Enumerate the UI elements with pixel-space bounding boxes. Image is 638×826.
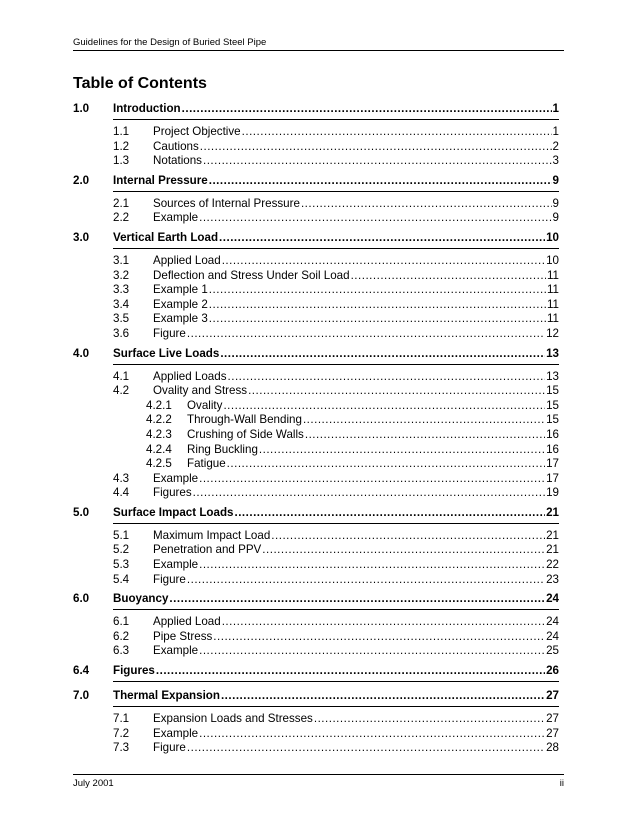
dot-leader	[221, 687, 545, 704]
entry-number: 3.4	[113, 297, 130, 311]
toc-subsection-entry[interactable]	[73, 529, 559, 544]
entry-title[interactable]: Crushing of Side Walls	[187, 427, 304, 441]
entry-page-number: 17	[546, 457, 559, 471]
toc-subsection-entry[interactable]	[73, 140, 559, 155]
toc-subsection-entry[interactable]	[73, 573, 559, 588]
running-title: Guidelines for the Design of Buried Steel Pipe	[73, 37, 267, 48]
dot-leader	[193, 486, 545, 501]
toc-section	[73, 504, 559, 587]
page-number: ii	[559, 778, 564, 789]
entry-page-number: 10	[546, 230, 559, 244]
toc-subsection-list	[73, 254, 559, 342]
dot-leader	[220, 345, 545, 362]
entry-title[interactable]: Ring Buckling	[187, 442, 258, 456]
toc-subsection-entry[interactable]	[73, 486, 559, 501]
entry-number: 4.2.2	[146, 413, 172, 427]
entry-title[interactable]: Figure	[153, 741, 186, 755]
entry-number: 2.1	[113, 196, 130, 210]
dot-leader	[199, 644, 545, 659]
page-footer	[73, 774, 564, 789]
entry-number: 2.2	[113, 211, 130, 225]
toc-section	[73, 345, 559, 501]
toc-section	[73, 687, 559, 756]
entry-title[interactable]: Example	[153, 211, 199, 225]
toc-section	[73, 590, 559, 659]
dot-leader	[169, 590, 545, 607]
section-rule	[113, 119, 559, 120]
toc-subsection-entry[interactable]	[73, 543, 559, 558]
dot-leader	[199, 211, 551, 226]
running-header	[73, 37, 564, 51]
entry-number: 4.1	[113, 369, 130, 383]
entry-number: 5.4	[113, 572, 130, 586]
entry-title[interactable]: Penetration and PPV	[153, 543, 262, 557]
dot-leader	[222, 615, 545, 630]
dot-leader	[209, 172, 552, 189]
toc-section-heading[interactable]	[73, 504, 559, 521]
dot-leader	[187, 573, 545, 588]
dot-leader	[156, 662, 545, 679]
entry-title[interactable]: Maximum Impact Load	[153, 528, 271, 542]
section-rule	[113, 248, 559, 249]
dot-leader	[314, 712, 545, 727]
entry-number: 3.1	[113, 253, 130, 267]
dot-leader	[303, 413, 545, 428]
entry-number: 4.2.1	[146, 398, 172, 412]
entry-number: 4.3	[113, 471, 130, 485]
toc-section-heading[interactable]	[73, 172, 559, 189]
entry-number: 6.1	[113, 615, 130, 629]
toc-section-heading[interactable]	[73, 100, 559, 117]
entry-title[interactable]: Sources of Internal Pressure	[153, 196, 300, 210]
entry-page-number: 16	[546, 442, 559, 456]
entry-title[interactable]: Example	[153, 471, 199, 485]
entry-number: 4.2	[113, 384, 130, 398]
toc-subsubsection-entry[interactable]	[73, 428, 559, 443]
dot-leader	[209, 283, 546, 298]
toc-subsection-entry[interactable]	[73, 630, 559, 645]
entry-title[interactable]: Introduction	[113, 102, 181, 115]
dot-leader	[262, 543, 545, 558]
entry-number: 2.0	[73, 173, 90, 187]
entry-number: 1.2	[113, 139, 130, 153]
toc-title: Table of Contents	[73, 75, 207, 92]
entry-page-number: 24	[546, 629, 559, 643]
toc-subsection-entry[interactable]	[73, 741, 559, 756]
toc-section-heading[interactable]	[73, 590, 559, 607]
entry-title[interactable]: Applied Loads	[153, 369, 227, 383]
entry-page-number: 24	[546, 615, 559, 629]
dot-leader	[248, 384, 545, 399]
entry-number: 5.0	[73, 505, 90, 519]
toc-subsection-entry[interactable]	[73, 197, 559, 212]
entry-page-number: 9	[552, 211, 559, 225]
entry-page-number: 13	[546, 369, 559, 383]
toc-subsection-list	[73, 370, 559, 501]
entry-page-number: 2	[552, 139, 559, 153]
entry-number: 3.5	[113, 312, 130, 326]
toc-subsubsection-entry[interactable]	[73, 457, 559, 472]
toc-section	[73, 100, 559, 169]
dot-leader	[222, 254, 545, 269]
entry-number: 6.3	[113, 644, 130, 658]
entry-title[interactable]: Example 2	[153, 297, 208, 311]
entry-title[interactable]: Figure	[153, 572, 186, 586]
entry-page-number: 21	[546, 505, 559, 519]
toc-subsubsection-entry[interactable]	[73, 443, 559, 458]
entry-number: 4.4	[113, 486, 130, 500]
entry-title[interactable]: Notations	[153, 154, 202, 168]
entry-page-number: 9	[552, 173, 559, 187]
entry-title[interactable]: Through-Wall Bending	[187, 413, 302, 427]
entry-title[interactable]: Example 1	[153, 283, 208, 297]
entry-title[interactable]: Figures	[153, 486, 192, 500]
toc-subsection-entry[interactable]	[73, 211, 559, 226]
entry-page-number: 22	[546, 558, 559, 572]
entry-title[interactable]: Applied Load	[153, 253, 221, 267]
entry-page-number: 16	[546, 427, 559, 441]
dot-leader	[199, 558, 545, 573]
dot-leader	[209, 312, 546, 327]
entry-number: 3.2	[113, 268, 130, 282]
dot-leader	[209, 298, 546, 313]
entry-title[interactable]: Surface Live Loads	[113, 346, 220, 360]
entry-number: 3.0	[73, 230, 90, 244]
entry-title[interactable]: Internal Pressure	[113, 173, 208, 187]
toc-subsection-entry[interactable]	[73, 327, 559, 342]
toc-subsection-list	[73, 125, 559, 169]
dot-leader	[203, 154, 552, 169]
dot-leader	[271, 529, 545, 544]
entry-page-number: 24	[546, 592, 559, 606]
entry-page-number: 21	[546, 543, 559, 557]
entry-number: 7.3	[113, 741, 130, 755]
toc-subsection-entry[interactable]	[73, 254, 559, 269]
toc-section-heading[interactable]	[73, 687, 559, 704]
entry-number: 6.2	[113, 629, 130, 643]
dot-leader	[182, 100, 552, 117]
entry-title[interactable]: Example	[153, 644, 199, 658]
entry-page-number: 11	[546, 297, 559, 311]
entry-number: 4.2.4	[146, 442, 172, 456]
entry-title[interactable]: Applied Load	[153, 615, 221, 629]
entry-title[interactable]: Cautions	[153, 139, 199, 153]
toc-subsection-entry[interactable]	[73, 644, 559, 659]
toc-subsection-entry[interactable]	[73, 283, 559, 298]
entry-page-number: 27	[546, 726, 559, 740]
dot-leader	[219, 229, 545, 246]
entry-number: 7.1	[113, 712, 130, 726]
toc-subsection-list	[73, 197, 559, 226]
footer-date: July 2001	[73, 778, 114, 789]
dot-leader	[213, 630, 545, 645]
entry-number: 4.2.5	[146, 457, 172, 471]
entry-page-number: 11	[546, 268, 559, 282]
toc-subsubsection-entry[interactable]	[73, 413, 559, 428]
entry-number: 4.2.3	[146, 427, 172, 441]
toc-subsection-entry[interactable]	[73, 558, 559, 573]
dot-leader	[199, 727, 545, 742]
entry-page-number: 15	[546, 384, 559, 398]
entry-page-number: 21	[546, 528, 559, 542]
entry-number: 3.3	[113, 283, 130, 297]
toc-subsection-entry[interactable]	[73, 472, 559, 487]
entry-page-number: 10	[546, 253, 559, 267]
entry-page-number: 23	[546, 572, 559, 586]
entry-page-number: 1	[552, 125, 559, 138]
toc-list	[73, 100, 559, 759]
entry-title[interactable]: Project Objective	[153, 125, 241, 138]
entry-page-number: 15	[546, 413, 559, 427]
dot-leader	[259, 443, 545, 458]
entry-number: 4.0	[73, 346, 90, 360]
toc-subsection-entry[interactable]	[73, 615, 559, 630]
entry-title[interactable]: Ovality	[187, 398, 223, 412]
entry-number: 1.1	[113, 125, 130, 138]
dot-leader	[187, 741, 545, 756]
section-rule	[113, 523, 559, 524]
entry-number: 3.6	[113, 326, 130, 340]
entry-page-number: 28	[546, 741, 559, 755]
dot-leader	[200, 140, 552, 155]
entry-page-number: 13	[546, 346, 559, 360]
dot-leader	[234, 504, 545, 521]
toc-subsection-list	[73, 529, 559, 587]
entry-title[interactable]: Deflection and Stress Under Soil Load	[153, 268, 350, 282]
entry-number: 6.4	[73, 664, 90, 678]
entry-title[interactable]: Expansion Loads and Stresses	[153, 712, 313, 726]
entry-page-number: 27	[546, 712, 559, 726]
entry-title[interactable]: Example 3	[153, 312, 208, 326]
toc-subsection-entry[interactable]	[73, 370, 559, 385]
entry-title[interactable]: Example	[153, 558, 199, 572]
toc-section-heading[interactable]	[73, 345, 559, 362]
dot-leader	[305, 428, 545, 443]
entry-title[interactable]: Figure	[153, 326, 186, 340]
entry-page-number: 3	[552, 154, 559, 168]
toc-section-heading[interactable]	[73, 229, 559, 246]
entry-page-number: 19	[546, 486, 559, 500]
entry-title[interactable]: Example	[153, 726, 199, 740]
section-rule	[113, 706, 559, 707]
toc-section	[73, 172, 559, 226]
dot-leader	[351, 269, 546, 284]
toc-subsection-entry[interactable]	[73, 125, 559, 140]
toc-subsection-entry[interactable]	[73, 384, 559, 399]
section-rule	[113, 609, 559, 610]
toc-subsection-list	[73, 712, 559, 756]
entry-number: 5.3	[113, 558, 130, 572]
dot-leader	[301, 197, 552, 212]
entry-title[interactable]: Fatigue	[187, 457, 226, 471]
toc-subsection-entry[interactable]	[73, 712, 559, 727]
entry-page-number: 26	[546, 664, 559, 678]
entry-page-number: 1	[552, 102, 559, 115]
dot-leader	[187, 327, 545, 342]
dot-leader	[223, 399, 545, 414]
entry-page-number: 12	[546, 326, 559, 340]
entry-number: 7.2	[113, 726, 130, 740]
section-rule	[113, 681, 559, 682]
entry-title[interactable]: Vertical Earth Load	[113, 230, 219, 244]
entry-page-number: 17	[546, 471, 559, 485]
section-rule	[113, 191, 559, 192]
toc-subsection-entry[interactable]	[73, 298, 559, 313]
dot-leader	[227, 457, 545, 472]
toc-subsubsection-entry[interactable]	[73, 399, 559, 414]
entry-title[interactable]: Thermal Expansion	[113, 689, 220, 703]
entry-page-number: 9	[552, 196, 559, 210]
toc-subsection-list	[73, 615, 559, 659]
entry-number: 1.0	[73, 102, 90, 115]
dot-leader	[228, 370, 546, 385]
entry-page-number: 11	[546, 312, 559, 326]
entry-title[interactable]: Buoyancy	[113, 592, 169, 606]
dot-leader	[199, 472, 545, 487]
entry-number: 6.0	[73, 592, 90, 606]
toc-subsection-entry[interactable]	[73, 269, 559, 284]
entry-number: 5.2	[113, 543, 130, 557]
entry-page-number: 25	[546, 644, 559, 658]
toc-section-heading[interactable]	[73, 662, 559, 679]
entry-number: 5.1	[113, 528, 130, 542]
dot-leader	[242, 125, 552, 140]
entry-title[interactable]: Figures	[113, 664, 155, 678]
entry-page-number: 15	[546, 398, 559, 412]
entry-page-number: 11	[546, 283, 559, 297]
toc-subsection-entry[interactable]	[73, 727, 559, 742]
entry-number: 7.0	[73, 689, 90, 703]
toc-section	[73, 662, 559, 682]
entry-page-number: 27	[546, 689, 559, 703]
entry-title[interactable]: Surface Impact Loads	[113, 505, 234, 519]
section-rule	[113, 364, 559, 365]
entry-number: 1.3	[113, 154, 130, 168]
toc-subsection-entry[interactable]	[73, 312, 559, 327]
toc-subsection-entry[interactable]	[73, 154, 559, 169]
entry-title[interactable]: Pipe Stress	[153, 629, 213, 643]
toc-section	[73, 229, 559, 342]
entry-title[interactable]: Ovality and Stress	[153, 384, 248, 398]
